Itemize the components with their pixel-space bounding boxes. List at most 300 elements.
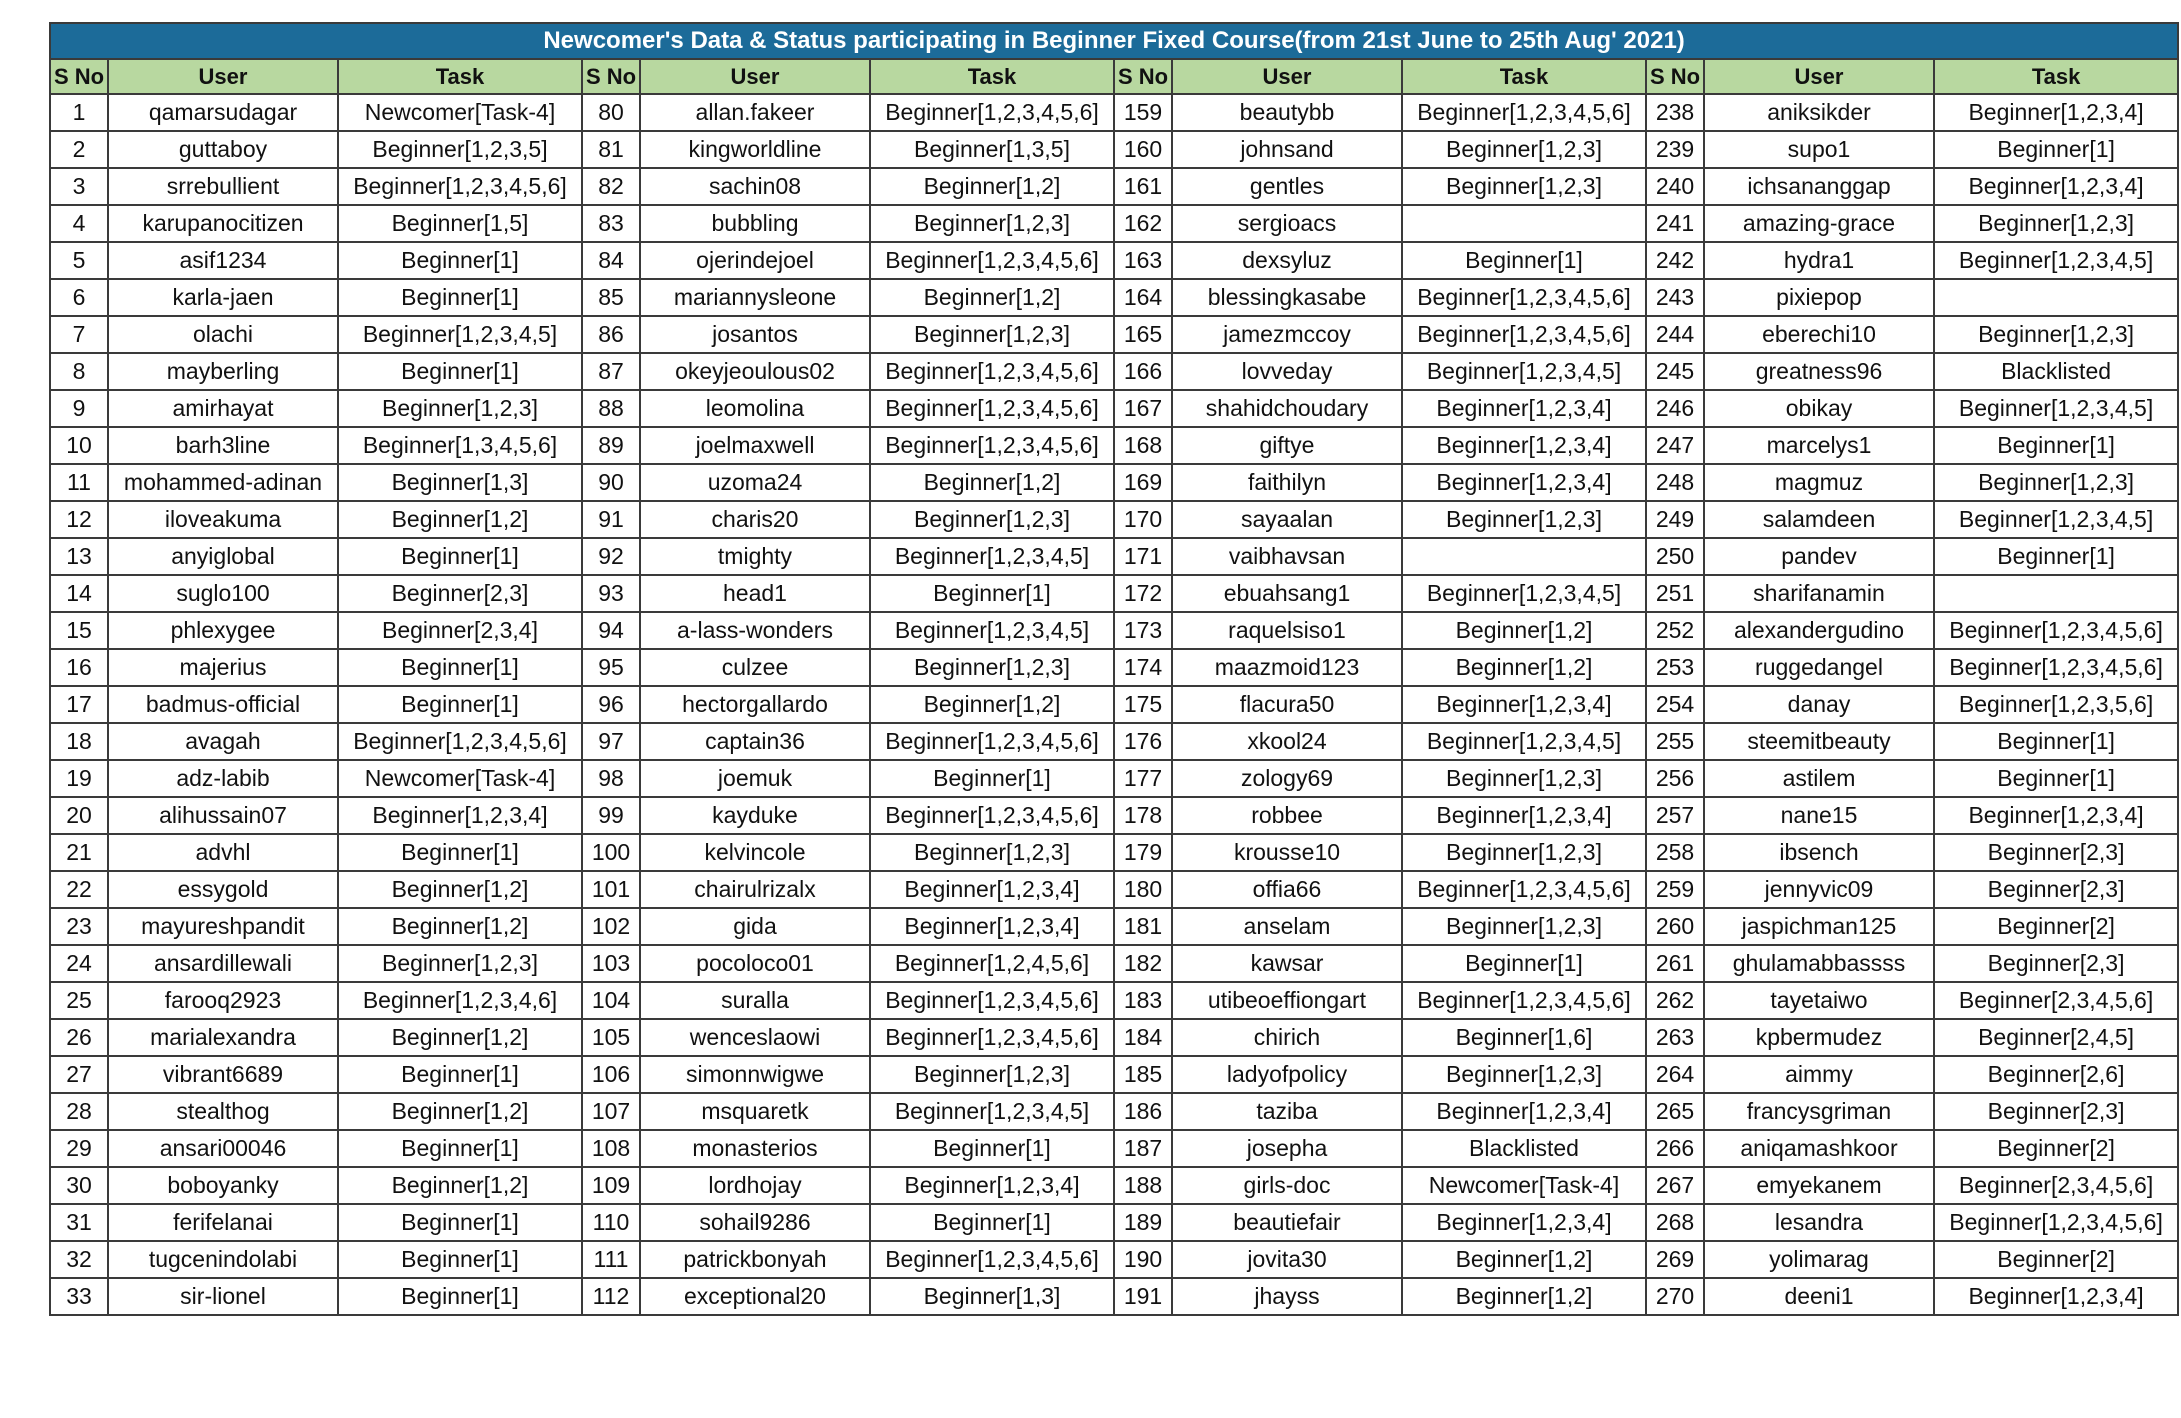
s-no-cell[interactable]: 19 (50, 760, 108, 797)
user-cell[interactable]: jaspichman125 (1704, 908, 1934, 945)
task-cell[interactable]: Beginner[1,2,3] (1402, 760, 1646, 797)
task-cell[interactable]: Beginner[2,3,4] (338, 612, 582, 649)
s-no-cell[interactable]: 87 (582, 353, 640, 390)
s-no-cell[interactable]: 89 (582, 427, 640, 464)
s-no-cell[interactable]: 9 (50, 390, 108, 427)
user-cell[interactable]: hectorgallardo (640, 686, 870, 723)
s-no-cell[interactable]: 5 (50, 242, 108, 279)
user-cell[interactable]: charis20 (640, 501, 870, 538)
s-no-cell[interactable]: 169 (1114, 464, 1172, 501)
user-cell[interactable]: aniksikder (1704, 94, 1934, 131)
user-cell[interactable]: guttaboy (108, 131, 338, 168)
s-no-cell[interactable]: 80 (582, 94, 640, 131)
user-cell[interactable]: ghulamabbassss (1704, 945, 1934, 982)
user-cell[interactable]: iloveakuma (108, 501, 338, 538)
task-cell[interactable]: Beginner[1,2,3,4] (1402, 1204, 1646, 1241)
task-cell[interactable]: Beginner[1,2,3] (1402, 168, 1646, 205)
user-cell[interactable]: zology69 (1172, 760, 1402, 797)
task-cell[interactable]: Beginner[1,2,3] (870, 649, 1114, 686)
user-cell[interactable]: ferifelanai (108, 1204, 338, 1241)
user-cell[interactable]: mariannysleone (640, 279, 870, 316)
s-no-cell[interactable]: 162 (1114, 205, 1172, 242)
task-cell[interactable]: Beginner[1,2,3,4] (1402, 390, 1646, 427)
s-no-cell[interactable]: 259 (1646, 871, 1704, 908)
user-cell[interactable]: salamdeen (1704, 501, 1934, 538)
column-header-s-no[interactable]: S No (1114, 59, 1172, 94)
task-cell[interactable]: Beginner[1,2,3] (1934, 464, 2178, 501)
s-no-cell[interactable]: 172 (1114, 575, 1172, 612)
task-cell[interactable]: Beginner[1,2,3] (1934, 205, 2178, 242)
task-cell[interactable]: Beginner[1,2,3,4,5,6] (1934, 612, 2178, 649)
user-cell[interactable]: alexandergudino (1704, 612, 1934, 649)
task-cell[interactable]: Beginner[1,2,3,4,5,6] (870, 242, 1114, 279)
s-no-cell[interactable]: 105 (582, 1019, 640, 1056)
s-no-cell[interactable]: 175 (1114, 686, 1172, 723)
user-cell[interactable]: aniqamashkoor (1704, 1130, 1934, 1167)
task-cell[interactable]: Beginner[2,3] (338, 575, 582, 612)
task-cell[interactable]: Beginner[1] (338, 686, 582, 723)
task-cell[interactable]: Beginner[1] (870, 575, 1114, 612)
task-cell[interactable]: Beginner[1] (338, 834, 582, 871)
s-no-cell[interactable]: 13 (50, 538, 108, 575)
s-no-cell[interactable]: 12 (50, 501, 108, 538)
task-cell[interactable]: Beginner[1,2,3,4] (1934, 1278, 2178, 1315)
user-cell[interactable]: chirich (1172, 1019, 1402, 1056)
user-cell[interactable]: tmighty (640, 538, 870, 575)
s-no-cell[interactable]: 240 (1646, 168, 1704, 205)
user-cell[interactable]: dexsyluz (1172, 242, 1402, 279)
s-no-cell[interactable]: 264 (1646, 1056, 1704, 1093)
task-cell[interactable]: Beginner[1,2,3,4,5] (1934, 501, 2178, 538)
task-cell[interactable]: Beginner[1,2,3] (870, 205, 1114, 242)
task-cell[interactable]: Beginner[1] (870, 1130, 1114, 1167)
s-no-cell[interactable]: 95 (582, 649, 640, 686)
user-cell[interactable]: beautybb (1172, 94, 1402, 131)
user-cell[interactable]: shahidchoudary (1172, 390, 1402, 427)
task-cell[interactable]: Beginner[1] (1402, 242, 1646, 279)
task-cell[interactable]: Beginner[1,2,3,4,5,6] (338, 723, 582, 760)
user-cell[interactable]: josepha (1172, 1130, 1402, 1167)
user-cell[interactable]: krousse10 (1172, 834, 1402, 871)
user-cell[interactable]: deeni1 (1704, 1278, 1934, 1315)
user-cell[interactable]: robbee (1172, 797, 1402, 834)
user-cell[interactable]: sir-lionel (108, 1278, 338, 1315)
task-cell[interactable]: Beginner[1,2,3,4] (1934, 168, 2178, 205)
s-no-cell[interactable]: 254 (1646, 686, 1704, 723)
user-cell[interactable]: a-lass-wonders (640, 612, 870, 649)
user-cell[interactable]: leomolina (640, 390, 870, 427)
user-cell[interactable]: okeyjeoulous02 (640, 353, 870, 390)
task-cell[interactable]: Beginner[1] (870, 1204, 1114, 1241)
user-cell[interactable]: adz-labib (108, 760, 338, 797)
user-cell[interactable]: allan.fakeer (640, 94, 870, 131)
column-header-s-no[interactable]: S No (50, 59, 108, 94)
s-no-cell[interactable]: 252 (1646, 612, 1704, 649)
user-cell[interactable]: kayduke (640, 797, 870, 834)
task-cell[interactable]: Beginner[1,2] (870, 279, 1114, 316)
user-cell[interactable]: ebuahsang1 (1172, 575, 1402, 612)
task-cell[interactable]: Beginner[1,2,3,4,5,6] (1934, 649, 2178, 686)
task-cell[interactable]: Beginner[1,2,3] (1934, 316, 2178, 353)
user-cell[interactable]: anselam (1172, 908, 1402, 945)
user-cell[interactable]: qamarsudagar (108, 94, 338, 131)
task-cell[interactable]: Beginner[1] (338, 1278, 582, 1315)
s-no-cell[interactable]: 29 (50, 1130, 108, 1167)
s-no-cell[interactable]: 184 (1114, 1019, 1172, 1056)
user-cell[interactable]: anyiglobal (108, 538, 338, 575)
task-cell[interactable] (1934, 279, 2178, 316)
task-cell[interactable]: Beginner[1] (1934, 760, 2178, 797)
user-cell[interactable]: ibsench (1704, 834, 1934, 871)
task-cell[interactable]: Beginner[1] (1934, 427, 2178, 464)
user-cell[interactable]: asif1234 (108, 242, 338, 279)
s-no-cell[interactable]: 265 (1646, 1093, 1704, 1130)
s-no-cell[interactable]: 258 (1646, 834, 1704, 871)
s-no-cell[interactable]: 242 (1646, 242, 1704, 279)
task-cell[interactable]: Beginner[1,2,4,5,6] (870, 945, 1114, 982)
user-cell[interactable]: jhayss (1172, 1278, 1402, 1315)
user-cell[interactable]: monasterios (640, 1130, 870, 1167)
s-no-cell[interactable]: 238 (1646, 94, 1704, 131)
s-no-cell[interactable]: 92 (582, 538, 640, 575)
s-no-cell[interactable]: 81 (582, 131, 640, 168)
task-cell[interactable]: Newcomer[Task-4] (1402, 1167, 1646, 1204)
user-cell[interactable]: mayureshpandit (108, 908, 338, 945)
user-cell[interactable]: josantos (640, 316, 870, 353)
column-header-task[interactable]: Task (870, 59, 1114, 94)
task-cell[interactable]: Blacklisted (1934, 353, 2178, 390)
task-cell[interactable]: Beginner[1,2,3,5] (338, 131, 582, 168)
s-no-cell[interactable]: 253 (1646, 649, 1704, 686)
task-cell[interactable]: Beginner[1,2,3,4] (1402, 1093, 1646, 1130)
s-no-cell[interactable]: 4 (50, 205, 108, 242)
s-no-cell[interactable]: 100 (582, 834, 640, 871)
s-no-cell[interactable]: 84 (582, 242, 640, 279)
s-no-cell[interactable]: 270 (1646, 1278, 1704, 1315)
task-cell[interactable]: Beginner[1,2,3] (1402, 501, 1646, 538)
s-no-cell[interactable]: 93 (582, 575, 640, 612)
s-no-cell[interactable]: 110 (582, 1204, 640, 1241)
s-no-cell[interactable]: 14 (50, 575, 108, 612)
s-no-cell[interactable]: 159 (1114, 94, 1172, 131)
s-no-cell[interactable]: 27 (50, 1056, 108, 1093)
task-cell[interactable]: Beginner[1,2,3,4] (870, 908, 1114, 945)
s-no-cell[interactable]: 85 (582, 279, 640, 316)
s-no-cell[interactable]: 101 (582, 871, 640, 908)
s-no-cell[interactable]: 98 (582, 760, 640, 797)
user-cell[interactable]: boboyanky (108, 1167, 338, 1204)
s-no-cell[interactable]: 21 (50, 834, 108, 871)
user-cell[interactable]: suralla (640, 982, 870, 1019)
s-no-cell[interactable]: 3 (50, 168, 108, 205)
task-cell[interactable]: Beginner[1,2,3,4,5,6] (870, 353, 1114, 390)
user-cell[interactable]: jennyvic09 (1704, 871, 1934, 908)
s-no-cell[interactable]: 90 (582, 464, 640, 501)
user-cell[interactable]: aimmy (1704, 1056, 1934, 1093)
task-cell[interactable]: Beginner[1,2,3,4,5,6] (870, 982, 1114, 1019)
s-no-cell[interactable]: 189 (1114, 1204, 1172, 1241)
s-no-cell[interactable]: 181 (1114, 908, 1172, 945)
task-cell[interactable]: Beginner[2] (1934, 1241, 2178, 1278)
s-no-cell[interactable]: 106 (582, 1056, 640, 1093)
user-cell[interactable]: stealthog (108, 1093, 338, 1130)
s-no-cell[interactable]: 260 (1646, 908, 1704, 945)
s-no-cell[interactable]: 257 (1646, 797, 1704, 834)
user-cell[interactable]: lovveday (1172, 353, 1402, 390)
task-cell[interactable]: Beginner[1,2,3,4,5] (338, 316, 582, 353)
user-cell[interactable]: exceptional20 (640, 1278, 870, 1315)
task-cell[interactable]: Beginner[1,2] (870, 686, 1114, 723)
task-cell[interactable]: Beginner[1,2,3] (870, 501, 1114, 538)
s-no-cell[interactable]: 28 (50, 1093, 108, 1130)
s-no-cell[interactable]: 243 (1646, 279, 1704, 316)
user-cell[interactable]: culzee (640, 649, 870, 686)
user-cell[interactable]: xkool24 (1172, 723, 1402, 760)
user-cell[interactable]: vibrant6689 (108, 1056, 338, 1093)
column-header-user[interactable]: User (1704, 59, 1934, 94)
s-no-cell[interactable]: 188 (1114, 1167, 1172, 1204)
task-cell[interactable]: Beginner[1,3,5] (870, 131, 1114, 168)
task-cell[interactable]: Beginner[2,3] (1934, 834, 2178, 871)
s-no-cell[interactable]: 180 (1114, 871, 1172, 908)
s-no-cell[interactable]: 7 (50, 316, 108, 353)
user-cell[interactable]: marcelys1 (1704, 427, 1934, 464)
s-no-cell[interactable]: 263 (1646, 1019, 1704, 1056)
user-cell[interactable]: astilem (1704, 760, 1934, 797)
task-cell[interactable]: Beginner[1,2] (338, 1093, 582, 1130)
user-cell[interactable]: karla-jaen (108, 279, 338, 316)
task-cell[interactable]: Beginner[1,2,3,4,5,6] (1934, 1204, 2178, 1241)
task-cell[interactable]: Beginner[1] (1934, 723, 2178, 760)
s-no-cell[interactable]: 88 (582, 390, 640, 427)
s-no-cell[interactable]: 25 (50, 982, 108, 1019)
user-cell[interactable]: ansari00046 (108, 1130, 338, 1167)
user-cell[interactable]: srrebullient (108, 168, 338, 205)
s-no-cell[interactable]: 15 (50, 612, 108, 649)
task-cell[interactable]: Beginner[1,2,3,4,5,6] (870, 1019, 1114, 1056)
s-no-cell[interactable]: 1 (50, 94, 108, 131)
s-no-cell[interactable]: 102 (582, 908, 640, 945)
task-cell[interactable]: Newcomer[Task-4] (338, 94, 582, 131)
user-cell[interactable]: taziba (1172, 1093, 1402, 1130)
s-no-cell[interactable]: 248 (1646, 464, 1704, 501)
task-cell[interactable]: Beginner[1,2,3,4] (338, 797, 582, 834)
user-cell[interactable]: supo1 (1704, 131, 1934, 168)
task-cell[interactable]: Beginner[1,2] (338, 1019, 582, 1056)
task-cell[interactable]: Beginner[1,2,3,4,5,6] (870, 390, 1114, 427)
user-cell[interactable]: bubbling (640, 205, 870, 242)
task-cell[interactable]: Beginner[1,3] (870, 1278, 1114, 1315)
user-cell[interactable]: captain36 (640, 723, 870, 760)
user-cell[interactable]: ansardillewali (108, 945, 338, 982)
task-cell[interactable]: Beginner[1] (338, 353, 582, 390)
s-no-cell[interactable]: 82 (582, 168, 640, 205)
s-no-cell[interactable]: 177 (1114, 760, 1172, 797)
task-cell[interactable]: Beginner[1,2,3,4] (1402, 797, 1646, 834)
task-cell[interactable]: Beginner[1] (338, 279, 582, 316)
user-cell[interactable]: essygold (108, 871, 338, 908)
s-no-cell[interactable]: 170 (1114, 501, 1172, 538)
task-cell[interactable]: Beginner[1,2,3,4] (1934, 797, 2178, 834)
user-cell[interactable]: sharifanamin (1704, 575, 1934, 612)
s-no-cell[interactable]: 96 (582, 686, 640, 723)
user-cell[interactable]: amirhayat (108, 390, 338, 427)
task-cell[interactable]: Beginner[1,2,3,4] (1402, 686, 1646, 723)
user-cell[interactable]: utibeoeffiongart (1172, 982, 1402, 1019)
task-cell[interactable]: Beginner[1] (338, 1204, 582, 1241)
task-cell[interactable]: Beginner[1] (338, 1241, 582, 1278)
task-cell[interactable]: Beginner[2,3] (1934, 1093, 2178, 1130)
task-cell[interactable]: Beginner[1,2,3,4,5,6] (338, 168, 582, 205)
s-no-cell[interactable]: 261 (1646, 945, 1704, 982)
task-cell[interactable]: Beginner[1,3] (338, 464, 582, 501)
s-no-cell[interactable]: 23 (50, 908, 108, 945)
s-no-cell[interactable]: 161 (1114, 168, 1172, 205)
task-cell[interactable]: Beginner[1,2,3,4,5,6] (870, 1241, 1114, 1278)
user-cell[interactable]: msquaretk (640, 1093, 870, 1130)
user-cell[interactable]: tugcenindolabi (108, 1241, 338, 1278)
task-cell[interactable]: Beginner[1] (338, 1056, 582, 1093)
s-no-cell[interactable]: 174 (1114, 649, 1172, 686)
s-no-cell[interactable]: 10 (50, 427, 108, 464)
task-cell[interactable]: Beginner[1,2,3,4,5,6] (1402, 316, 1646, 353)
task-cell[interactable]: Beginner[1,2,3] (870, 1056, 1114, 1093)
s-no-cell[interactable]: 17 (50, 686, 108, 723)
s-no-cell[interactable]: 32 (50, 1241, 108, 1278)
s-no-cell[interactable]: 166 (1114, 353, 1172, 390)
task-cell[interactable]: Beginner[1] (338, 649, 582, 686)
task-cell[interactable]: Beginner[1,6] (1402, 1019, 1646, 1056)
s-no-cell[interactable]: 108 (582, 1130, 640, 1167)
s-no-cell[interactable]: 241 (1646, 205, 1704, 242)
s-no-cell[interactable]: 22 (50, 871, 108, 908)
user-cell[interactable]: pandev (1704, 538, 1934, 575)
task-cell[interactable]: Beginner[1,2,3,4,5] (1402, 575, 1646, 612)
user-cell[interactable]: flacura50 (1172, 686, 1402, 723)
task-cell[interactable]: Beginner[1,2,3] (870, 316, 1114, 353)
s-no-cell[interactable]: 251 (1646, 575, 1704, 612)
task-cell[interactable]: Beginner[1,2,3,4] (870, 871, 1114, 908)
user-cell[interactable]: joemuk (640, 760, 870, 797)
s-no-cell[interactable]: 30 (50, 1167, 108, 1204)
s-no-cell[interactable]: 8 (50, 353, 108, 390)
task-cell[interactable]: Beginner[1,2,3] (1402, 834, 1646, 871)
task-cell[interactable]: Beginner[1,2,3,4,5,6] (870, 797, 1114, 834)
user-cell[interactable]: ichsananggap (1704, 168, 1934, 205)
user-cell[interactable]: girls-doc (1172, 1167, 1402, 1204)
task-cell[interactable]: Beginner[1,2,3,4,5,6] (1402, 94, 1646, 131)
user-cell[interactable]: nane15 (1704, 797, 1934, 834)
task-cell[interactable]: Beginner[1,2] (338, 501, 582, 538)
task-cell[interactable]: Beginner[2] (1934, 1130, 2178, 1167)
user-cell[interactable]: farooq2923 (108, 982, 338, 1019)
task-cell[interactable]: Beginner[1] (338, 1130, 582, 1167)
user-cell[interactable]: barh3line (108, 427, 338, 464)
s-no-cell[interactable]: 244 (1646, 316, 1704, 353)
user-cell[interactable]: amazing-grace (1704, 205, 1934, 242)
user-cell[interactable]: pocoloco01 (640, 945, 870, 982)
s-no-cell[interactable]: 239 (1646, 131, 1704, 168)
s-no-cell[interactable]: 111 (582, 1241, 640, 1278)
table-title[interactable]: Newcomer's Data & Status participating in Beginner Fixed Course(from 21st June to 25th Aug' 2021) (50, 23, 2178, 59)
user-cell[interactable]: advhl (108, 834, 338, 871)
task-cell[interactable]: Beginner[1,2] (338, 908, 582, 945)
task-cell[interactable]: Beginner[1,2,3,4,5] (870, 1093, 1114, 1130)
s-no-cell[interactable]: 182 (1114, 945, 1172, 982)
user-cell[interactable]: sergioacs (1172, 205, 1402, 242)
s-no-cell[interactable]: 250 (1646, 538, 1704, 575)
s-no-cell[interactable]: 83 (582, 205, 640, 242)
s-no-cell[interactable]: 20 (50, 797, 108, 834)
task-cell[interactable]: Beginner[1] (1934, 131, 2178, 168)
user-cell[interactable]: pixiepop (1704, 279, 1934, 316)
task-cell[interactable]: Beginner[1] (870, 760, 1114, 797)
user-cell[interactable]: jamezmccoy (1172, 316, 1402, 353)
task-cell[interactable]: Beginner[1,2,3] (870, 834, 1114, 871)
column-header-s-no[interactable]: S No (582, 59, 640, 94)
user-cell[interactable]: mohammed-adinan (108, 464, 338, 501)
user-cell[interactable]: simonnwigwe (640, 1056, 870, 1093)
s-no-cell[interactable]: 112 (582, 1278, 640, 1315)
s-no-cell[interactable]: 2 (50, 131, 108, 168)
task-cell[interactable]: Beginner[1,2,3,4] (1402, 427, 1646, 464)
user-cell[interactable]: gentles (1172, 168, 1402, 205)
user-cell[interactable]: avagah (108, 723, 338, 760)
s-no-cell[interactable]: 99 (582, 797, 640, 834)
user-cell[interactable]: kelvincole (640, 834, 870, 871)
user-cell[interactable]: obikay (1704, 390, 1934, 427)
user-cell[interactable]: ojerindejoel (640, 242, 870, 279)
user-cell[interactable]: patrickbonyah (640, 1241, 870, 1278)
task-cell[interactable]: Beginner[2,4,5] (1934, 1019, 2178, 1056)
user-cell[interactable]: phlexygee (108, 612, 338, 649)
s-no-cell[interactable]: 179 (1114, 834, 1172, 871)
task-cell[interactable] (1402, 538, 1646, 575)
task-cell[interactable]: Beginner[1,2,3] (1402, 908, 1646, 945)
s-no-cell[interactable]: 18 (50, 723, 108, 760)
user-cell[interactable]: magmuz (1704, 464, 1934, 501)
user-cell[interactable]: tayetaiwo (1704, 982, 1934, 1019)
task-cell[interactable]: Beginner[1,2,3,4,5,6] (1402, 982, 1646, 1019)
s-no-cell[interactable]: 163 (1114, 242, 1172, 279)
task-cell[interactable]: Beginner[1,2,3] (338, 945, 582, 982)
task-cell[interactable]: Beginner[1,2,3] (1402, 131, 1646, 168)
task-cell[interactable]: Beginner[1,2] (338, 871, 582, 908)
task-cell[interactable]: Beginner[2,3] (1934, 945, 2178, 982)
user-cell[interactable]: hydra1 (1704, 242, 1934, 279)
s-no-cell[interactable]: 26 (50, 1019, 108, 1056)
task-cell[interactable]: Beginner[1,2,3,4,5] (1934, 242, 2178, 279)
s-no-cell[interactable]: 16 (50, 649, 108, 686)
task-cell[interactable]: Beginner[1] (338, 242, 582, 279)
column-header-task[interactable]: Task (1934, 59, 2178, 94)
user-cell[interactable]: suglo100 (108, 575, 338, 612)
s-no-cell[interactable]: 269 (1646, 1241, 1704, 1278)
s-no-cell[interactable]: 86 (582, 316, 640, 353)
s-no-cell[interactable]: 268 (1646, 1204, 1704, 1241)
user-cell[interactable]: giftye (1172, 427, 1402, 464)
task-cell[interactable]: Blacklisted (1402, 1130, 1646, 1167)
task-cell[interactable]: Beginner[1,2,3,5,6] (1934, 686, 2178, 723)
user-cell[interactable]: maazmoid123 (1172, 649, 1402, 686)
task-cell[interactable]: Beginner[1,2,3,4,5,6] (870, 94, 1114, 131)
s-no-cell[interactable]: 185 (1114, 1056, 1172, 1093)
user-cell[interactable]: uzoma24 (640, 464, 870, 501)
s-no-cell[interactable]: 267 (1646, 1167, 1704, 1204)
s-no-cell[interactable]: 160 (1114, 131, 1172, 168)
task-cell[interactable]: Beginner[2] (1934, 908, 2178, 945)
column-header-task[interactable]: Task (338, 59, 582, 94)
